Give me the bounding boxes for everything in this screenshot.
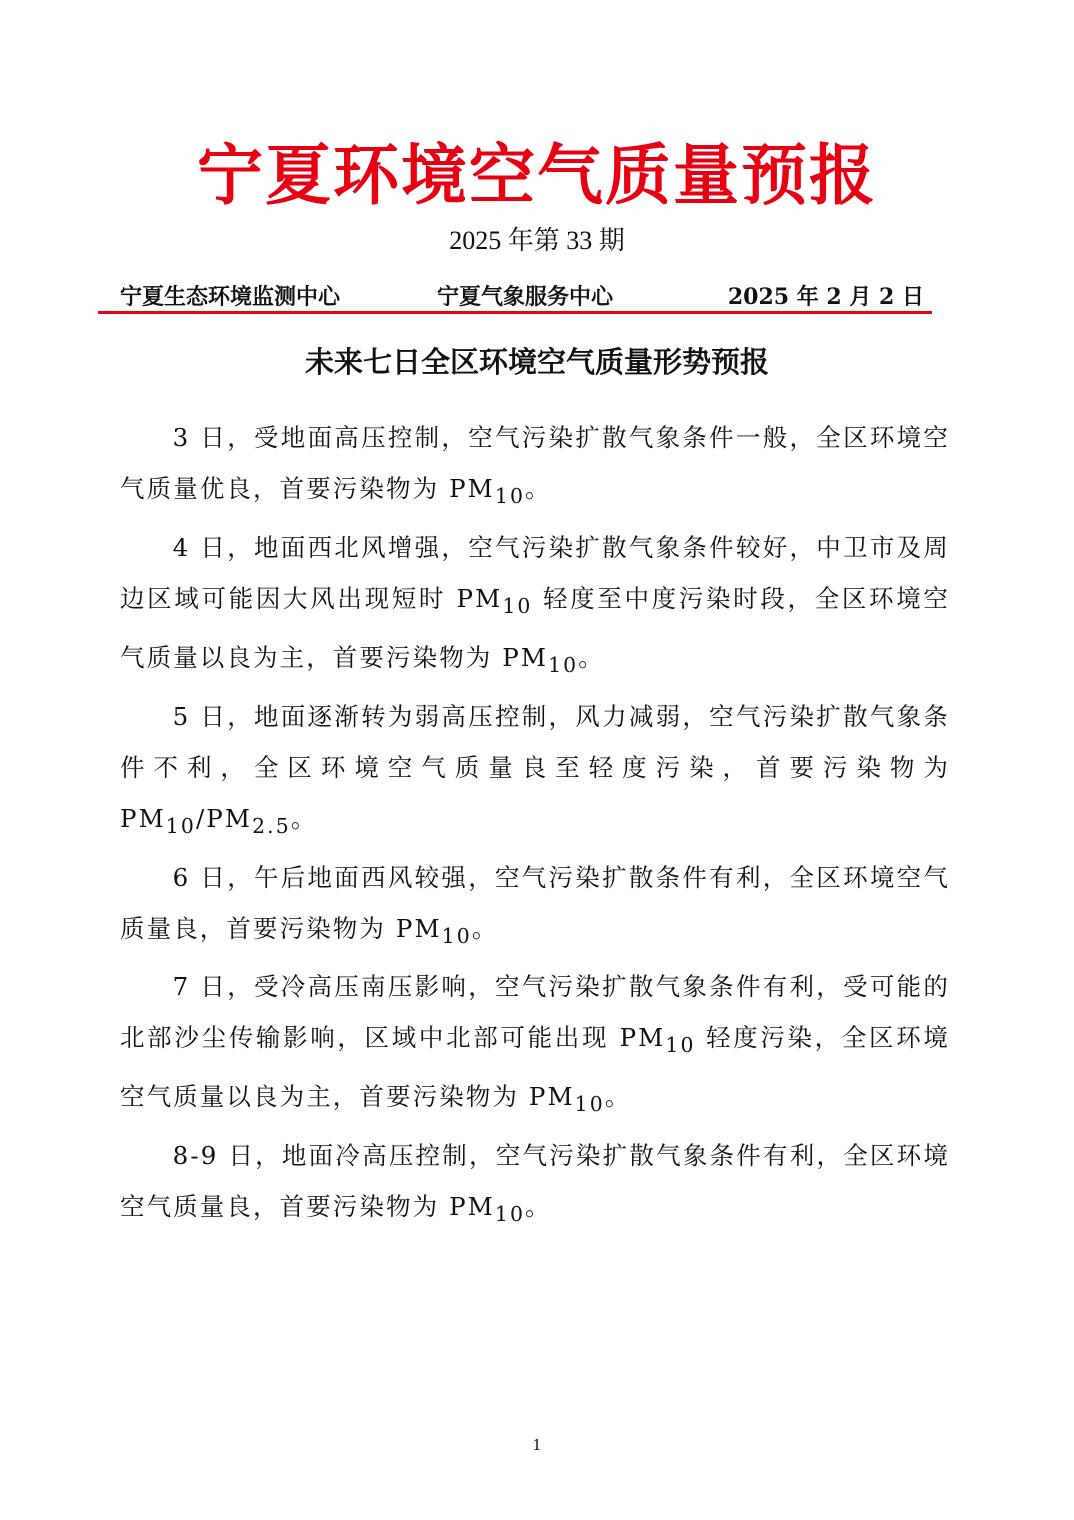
issue-number: 2025 年第 33 期	[449, 226, 625, 255]
masthead-title: 宁夏环境空气质量预报	[197, 137, 877, 214]
forecast-paragraph-day7: 7 日，受冷高压南压影响，空气污染扩散气象条件有利，受可能的北部沙尘传输影响，区域中北部可能出现 $PM_{10}$ 轻度污染，全区环境空气质量以良为主，首要污染物为 $PM_{10}$。	[120, 972, 950, 1117]
forecast-paragraph-day3: 3 日，受地面高压控制，空气污染扩散气象条件一般，全区环境空气质量优良，首要污染物为 $PM_{10}$。	[120, 423, 950, 508]
issuer-weather-center: 宁夏气象服务中心	[437, 284, 614, 310]
issuer-bar	[120, 280, 924, 312]
forecast-heading: 未来七日全区环境空气质量形势预报	[304, 345, 769, 379]
forecast-paragraph-day6: 6 日，午后地面西风较强，空气污染扩散条件有利，全区环境空气质量良，首要污染物为 $PM_{10}$。	[120, 862, 950, 948]
forecast-paragraph-day4: 4 日，地面西北风增强，空气污染扩散气象条件较好，中卫市及周边区域可能因大风出现短时 $PM_{10}$ 轻度至中度污染时段，全区环境空气质量以良为主，首要污染物为 $PM_{10}$。	[120, 532, 950, 677]
forecast-paragraph-day8-9: 8-9 日，地面冷高压控制，空气污染扩散气象条件有利，全区环境空气质量良，首要污染物为 $PM_{10}$。	[120, 1141, 950, 1227]
forecast-body	[120, 412, 950, 1240]
issuer-monitoring-center: 宁夏生态环境监测中心	[120, 284, 341, 310]
forecast-paragraph-day5: 5 日，地面逐渐转为弱高压控制，风力减弱，空气污染扩散气象条件不利，全区环境空气质量良至轻度污染，首要污染物为 $PM_{10}/PM_{2.5}$。	[120, 701, 950, 838]
issue-date: 2025 年 2 月 2 日	[727, 284, 924, 310]
header-divider	[98, 311, 932, 314]
page-number: 1	[532, 1436, 542, 1454]
